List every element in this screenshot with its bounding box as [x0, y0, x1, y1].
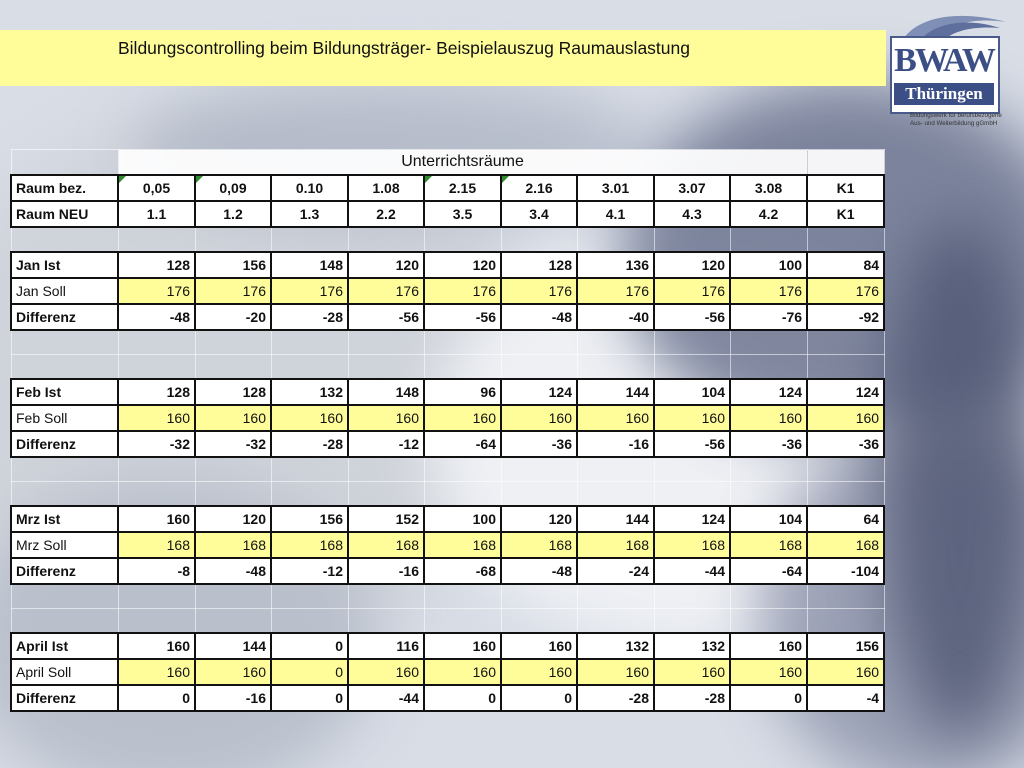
bwaw-logo — [886, 8, 1020, 134]
table-cell: 104 — [654, 379, 730, 405]
table-cell: 128 — [118, 379, 195, 405]
empty-cell — [11, 482, 118, 507]
table-cell: 132 — [654, 633, 730, 659]
table-cell: -104 — [807, 558, 884, 584]
spacer-row — [11, 584, 884, 609]
table-cell: 168 — [577, 532, 654, 558]
empty-cell — [577, 330, 654, 355]
table-cell: 168 — [501, 532, 577, 558]
table-cell: -12 — [271, 558, 348, 584]
difference-row — [11, 431, 884, 457]
table-cell: -48 — [501, 304, 577, 330]
table-cell: 4.1 — [577, 201, 654, 227]
row-label: Differenz — [11, 431, 118, 457]
table-cell: 176 — [807, 278, 884, 304]
table-cell: -48 — [195, 558, 271, 584]
table-cell: 120 — [348, 252, 424, 278]
empty-cell — [654, 482, 730, 507]
empty-cell — [730, 330, 807, 355]
table-cell: 176 — [730, 278, 807, 304]
table-cell: 148 — [348, 379, 424, 405]
row-label: Jan Ist — [11, 252, 118, 278]
empty-cell — [577, 482, 654, 507]
table-cell: 176 — [577, 278, 654, 304]
table-cell: 120 — [195, 506, 271, 532]
table-cell: -36 — [807, 431, 884, 457]
table-cell: 160 — [424, 633, 501, 659]
table-cell: 100 — [424, 506, 501, 532]
table-cell: -36 — [730, 431, 807, 457]
table-cell: 160 — [807, 405, 884, 431]
empty-cell — [807, 584, 884, 609]
table-cell: -48 — [118, 304, 195, 330]
table-cell: 160 — [730, 405, 807, 431]
empty-cell — [807, 609, 884, 634]
empty-cell — [118, 584, 195, 609]
empty-cell — [577, 609, 654, 634]
empty-cell — [195, 584, 271, 609]
ist-row — [11, 633, 884, 659]
difference-row — [11, 685, 884, 711]
table-cell: 168 — [807, 532, 884, 558]
spacer-row — [11, 330, 884, 355]
table-cell: 84 — [807, 252, 884, 278]
empty-cell — [271, 457, 348, 482]
table-cell: 2.15 — [424, 175, 501, 201]
empty-cell — [654, 355, 730, 380]
table-cell: -92 — [807, 304, 884, 330]
table-cell: 160 — [501, 633, 577, 659]
empty-cell — [424, 330, 501, 355]
spacer-row — [11, 482, 884, 507]
table-cell: 100 — [730, 252, 807, 278]
table-cell: 160 — [118, 633, 195, 659]
table-cell: -44 — [348, 685, 424, 711]
table-cell: -16 — [577, 431, 654, 457]
empty-cell — [654, 227, 730, 252]
table-cell: 128 — [501, 252, 577, 278]
table-cell: 144 — [577, 379, 654, 405]
table-cell: 160 — [807, 659, 884, 685]
empty-cell — [348, 482, 424, 507]
table-cell: 4.2 — [730, 201, 807, 227]
table-cell: -40 — [577, 304, 654, 330]
empty-cell — [118, 355, 195, 380]
empty-cell — [577, 457, 654, 482]
table-cell: 160 — [654, 659, 730, 685]
table-cell: -12 — [348, 431, 424, 457]
empty-cell — [730, 457, 807, 482]
empty-cell — [501, 457, 577, 482]
empty-cell — [348, 330, 424, 355]
room-utilization-table — [10, 149, 885, 712]
table-cell: -64 — [730, 558, 807, 584]
empty-cell — [807, 482, 884, 507]
table-cell: 0 — [118, 685, 195, 711]
row-label: Raum bez. — [11, 175, 118, 201]
empty-cell — [807, 227, 884, 252]
row-label: Jan Soll — [11, 278, 118, 304]
table-cell: 2.2 — [348, 201, 424, 227]
table-cell: K1 — [807, 201, 884, 227]
empty-cell — [654, 457, 730, 482]
spacer-row — [11, 355, 884, 380]
table-cell: 144 — [577, 506, 654, 532]
table-cell: 0 — [271, 659, 348, 685]
empty-cell — [11, 355, 118, 380]
difference-row — [11, 558, 884, 584]
empty-cell — [118, 227, 195, 252]
table-cell: 176 — [501, 278, 577, 304]
table-cell: 156 — [271, 506, 348, 532]
table-cell: 120 — [424, 252, 501, 278]
table-cell: 168 — [424, 532, 501, 558]
table-cell: 128 — [118, 252, 195, 278]
ist-row — [11, 379, 884, 405]
table-cell: 116 — [348, 633, 424, 659]
table-cell: 132 — [271, 379, 348, 405]
table-cell: 3.5 — [424, 201, 501, 227]
empty-cell — [577, 227, 654, 252]
empty-cell — [271, 482, 348, 507]
logo-region: Thüringen — [894, 83, 994, 105]
empty-cell — [271, 330, 348, 355]
table-cell: 168 — [730, 532, 807, 558]
empty-cell — [654, 584, 730, 609]
table-cell: 0 — [730, 685, 807, 711]
table-cell: -56 — [654, 431, 730, 457]
row-label: Differenz — [11, 558, 118, 584]
table-cell: 168 — [271, 532, 348, 558]
empty-cell — [11, 227, 118, 252]
table-cell: 4.3 — [654, 201, 730, 227]
difference-row — [11, 304, 884, 330]
empty-cell — [654, 609, 730, 634]
row-label: April Ist — [11, 633, 118, 659]
logo-brand: BWAW — [894, 42, 994, 79]
empty-cell — [501, 330, 577, 355]
table-cell: 144 — [195, 633, 271, 659]
logo-subtitle: Bildungswerk für berufsbezogene Aus- und Weiterbildung gGmbH — [910, 112, 1002, 127]
table-cell: -36 — [501, 431, 577, 457]
table-cell: 160 — [424, 405, 501, 431]
table-cell: 160 — [118, 659, 195, 685]
table-cell: 168 — [348, 532, 424, 558]
table-cell: 176 — [118, 278, 195, 304]
row-label: Feb Ist — [11, 379, 118, 405]
table-cell: 160 — [271, 405, 348, 431]
room-name-row — [11, 175, 884, 201]
table-cell: 160 — [118, 506, 195, 532]
spacer-row — [11, 457, 884, 482]
empty-cell — [348, 609, 424, 634]
empty-cell — [577, 584, 654, 609]
empty-cell — [118, 609, 195, 634]
table-cell: 1.3 — [271, 201, 348, 227]
table-cell: 168 — [118, 532, 195, 558]
empty-cell — [195, 355, 271, 380]
table-cell: 124 — [807, 379, 884, 405]
table-cell: -64 — [424, 431, 501, 457]
table-cell: 124 — [730, 379, 807, 405]
table-cell: 96 — [424, 379, 501, 405]
empty-cell — [11, 584, 118, 609]
table-cell: 176 — [271, 278, 348, 304]
table-cell: 124 — [501, 379, 577, 405]
empty-cell — [271, 355, 348, 380]
table-cell: -24 — [577, 558, 654, 584]
empty-cell — [501, 355, 577, 380]
empty-cell — [577, 355, 654, 380]
table-cell: -32 — [118, 431, 195, 457]
row-label: Differenz — [11, 304, 118, 330]
spacer-row — [11, 609, 884, 634]
table-cell: 2.16 — [501, 175, 577, 201]
table-cell: 160 — [577, 405, 654, 431]
row-label: Mrz Ist — [11, 506, 118, 532]
row-label: Mrz Soll — [11, 532, 118, 558]
empty-cell — [348, 355, 424, 380]
table-cell: 160 — [424, 659, 501, 685]
empty-cell — [730, 482, 807, 507]
soll-row — [11, 278, 884, 304]
table-cell: 1.08 — [348, 175, 424, 201]
empty-cell — [730, 355, 807, 380]
table-cell: 156 — [807, 633, 884, 659]
table-cell: 104 — [730, 506, 807, 532]
empty-cell — [501, 584, 577, 609]
row-label: April Soll — [11, 659, 118, 685]
empty-cell — [424, 482, 501, 507]
table-cell: -56 — [654, 304, 730, 330]
table-cell: -28 — [271, 304, 348, 330]
empty-cell — [11, 609, 118, 634]
empty-cell — [501, 227, 577, 252]
table-cell: 168 — [195, 532, 271, 558]
empty-cell — [11, 457, 118, 482]
table-cell: 1.1 — [118, 201, 195, 227]
empty-cell — [195, 330, 271, 355]
empty-cell — [424, 584, 501, 609]
empty-cell — [730, 584, 807, 609]
table-cell: 148 — [271, 252, 348, 278]
empty-cell — [348, 584, 424, 609]
table-cell: 0 — [271, 633, 348, 659]
table-cell: -56 — [424, 304, 501, 330]
empty-cell — [271, 227, 348, 252]
empty-cell — [118, 457, 195, 482]
table-cell: 124 — [654, 506, 730, 532]
table-cell: 0,05 — [118, 175, 195, 201]
section-header-row — [11, 150, 884, 176]
table-cell: -32 — [195, 431, 271, 457]
table-cell: K1 — [807, 175, 884, 201]
table-cell: 176 — [654, 278, 730, 304]
row-label: Differenz — [11, 685, 118, 711]
table-cell: -8 — [118, 558, 195, 584]
page-title: Bildungscontrolling beim Bildungsträger- Beispielauszug Raumauslastung — [118, 38, 690, 58]
empty-cell — [730, 227, 807, 252]
table-cell: -44 — [654, 558, 730, 584]
table-cell: 3.01 — [577, 175, 654, 201]
empty-cell — [348, 227, 424, 252]
empty-cell — [501, 482, 577, 507]
table-cell: 160 — [195, 659, 271, 685]
empty-cell — [730, 609, 807, 634]
table-cell: 0 — [271, 685, 348, 711]
table-cell: -16 — [348, 558, 424, 584]
table-cell: 160 — [730, 659, 807, 685]
empty-cell — [118, 330, 195, 355]
empty-cell — [11, 330, 118, 355]
ist-row — [11, 252, 884, 278]
table-cell: 160 — [195, 405, 271, 431]
table-cell: 176 — [195, 278, 271, 304]
table-cell: 160 — [501, 405, 577, 431]
empty-cell — [348, 457, 424, 482]
table-cell: -20 — [195, 304, 271, 330]
table-cell: 160 — [501, 659, 577, 685]
table-cell: -28 — [654, 685, 730, 711]
empty-cell — [195, 227, 271, 252]
soll-row — [11, 405, 884, 431]
ist-row — [11, 506, 884, 532]
section-header: Unterrichtsräume — [118, 150, 807, 176]
table-cell: 3.4 — [501, 201, 577, 227]
spacer-row — [11, 227, 884, 252]
table-cell: 156 — [195, 252, 271, 278]
empty-cell — [195, 609, 271, 634]
table-cell: 160 — [654, 405, 730, 431]
table-cell: 160 — [348, 405, 424, 431]
table-cell: 1.2 — [195, 201, 271, 227]
table-cell: 120 — [654, 252, 730, 278]
empty-cell — [424, 227, 501, 252]
empty-cell — [424, 457, 501, 482]
table-cell: 0.10 — [271, 175, 348, 201]
table-cell: 132 — [577, 633, 654, 659]
table-cell: 160 — [577, 659, 654, 685]
empty-cell — [807, 330, 884, 355]
empty-cell — [654, 330, 730, 355]
empty-cell — [271, 584, 348, 609]
table-cell: -76 — [730, 304, 807, 330]
table-cell: 128 — [195, 379, 271, 405]
empty-cell — [424, 609, 501, 634]
soll-row — [11, 659, 884, 685]
table-cell: -28 — [271, 431, 348, 457]
table-cell: -28 — [577, 685, 654, 711]
table-cell: 160 — [348, 659, 424, 685]
table-cell: 120 — [501, 506, 577, 532]
table-cell: 152 — [348, 506, 424, 532]
row-label: Raum NEU — [11, 201, 118, 227]
table-cell: 176 — [424, 278, 501, 304]
row-label: Feb Soll — [11, 405, 118, 431]
empty-cell — [807, 355, 884, 380]
table-cell: 0 — [424, 685, 501, 711]
room-new-row — [11, 201, 884, 227]
soll-row — [11, 532, 884, 558]
table-cell: 3.07 — [654, 175, 730, 201]
empty-cell — [807, 457, 884, 482]
table-cell: -48 — [501, 558, 577, 584]
empty-cell — [195, 482, 271, 507]
empty-cell — [195, 457, 271, 482]
empty-cell — [501, 609, 577, 634]
table-cell: 3.08 — [730, 175, 807, 201]
table-cell: 64 — [807, 506, 884, 532]
table-cell: 136 — [577, 252, 654, 278]
table-cell: -4 — [807, 685, 884, 711]
empty-cell — [271, 609, 348, 634]
table-cell: 0 — [501, 685, 577, 711]
table-cell: 160 — [118, 405, 195, 431]
table-cell: 0,09 — [195, 175, 271, 201]
table-cell: -68 — [424, 558, 501, 584]
table-cell: -56 — [348, 304, 424, 330]
empty-cell — [118, 482, 195, 507]
empty-cell — [424, 355, 501, 380]
table-cell: -16 — [195, 685, 271, 711]
table-cell: 168 — [654, 532, 730, 558]
empty-cell — [807, 150, 884, 176]
empty-cell — [11, 150, 118, 176]
table-cell: 176 — [348, 278, 424, 304]
table-cell: 160 — [730, 633, 807, 659]
